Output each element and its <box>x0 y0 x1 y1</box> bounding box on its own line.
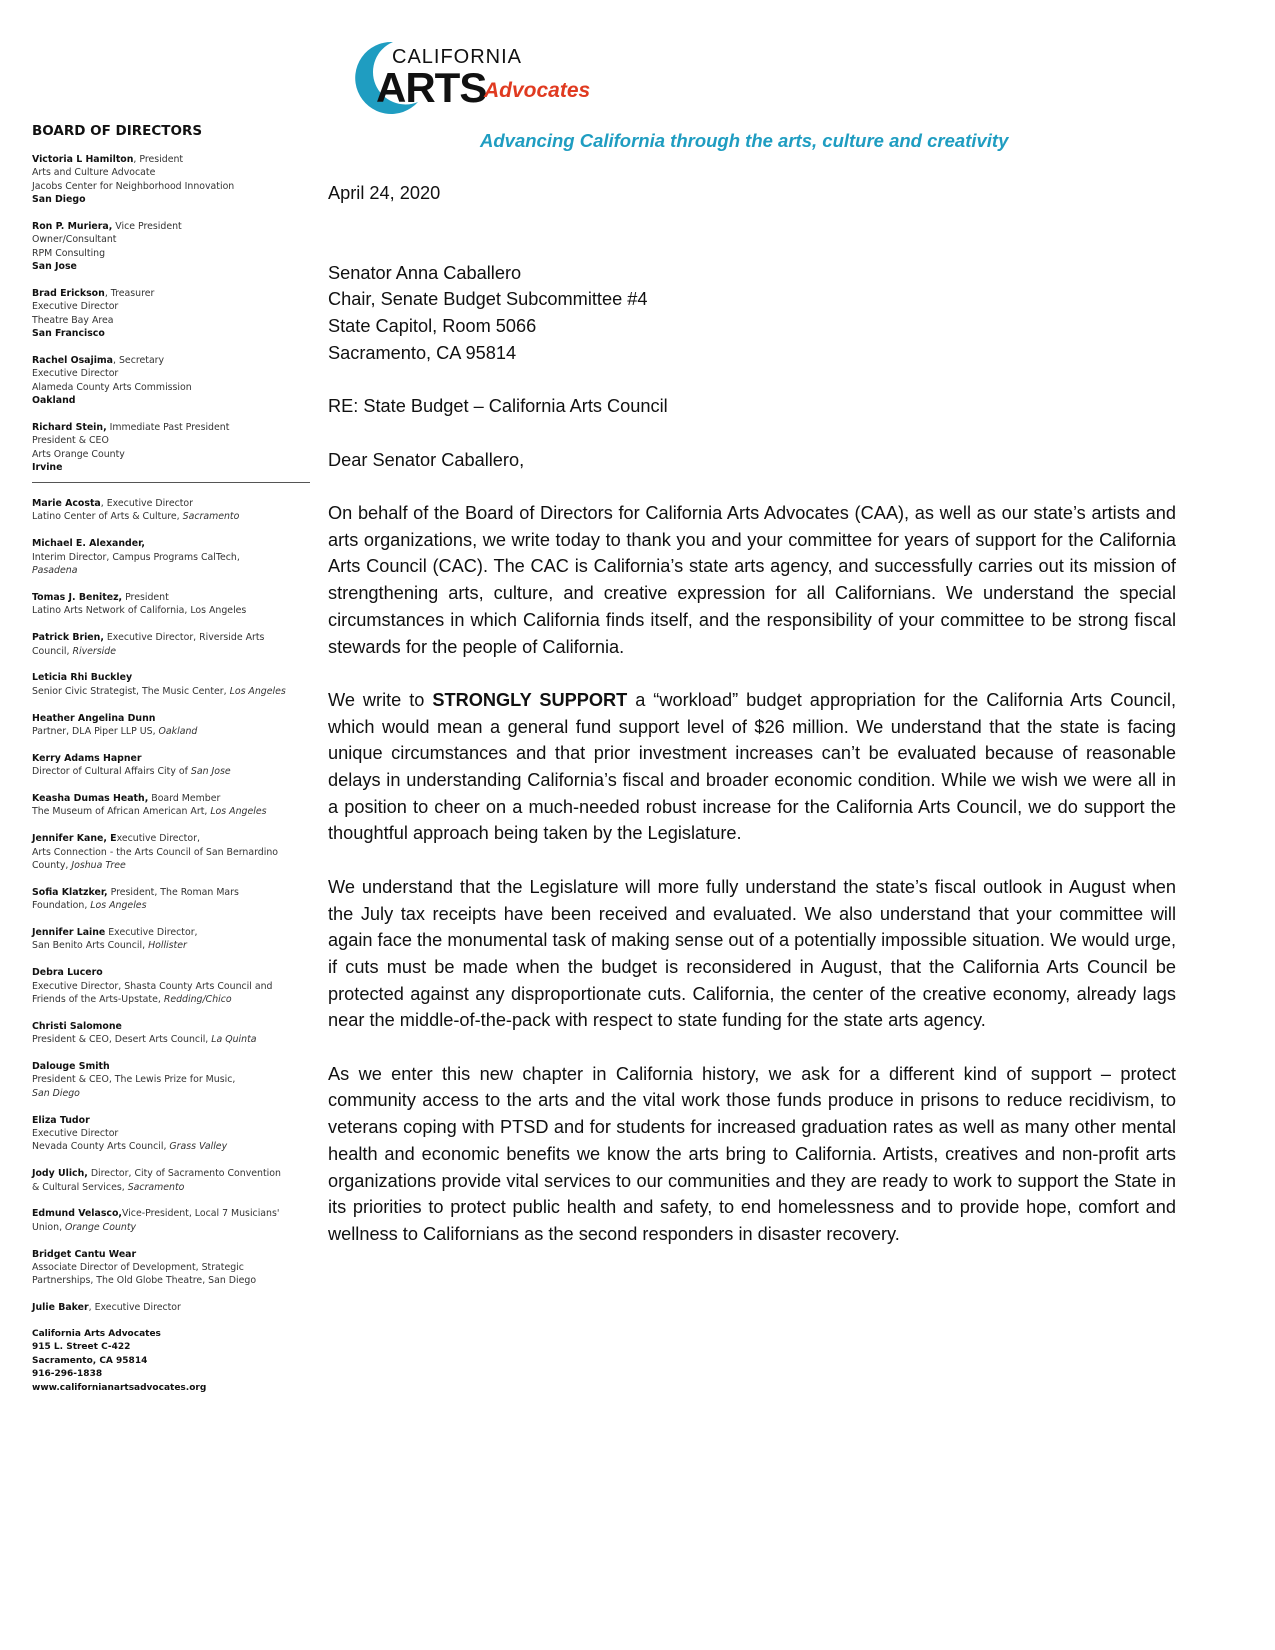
member-detail: Foundation, <box>32 900 91 912</box>
member-detail: Executive Director, Shasta County Arts Council and <box>32 980 273 992</box>
member-detail: Jacobs Center for Neighborhood Innovation <box>32 180 235 192</box>
footer-line: www.californianartsadvocates.org <box>32 1382 207 1393</box>
letter-date: April 24, 2020 <box>328 183 441 203</box>
member-detail: Arts and Culture Advocate <box>32 167 156 179</box>
board-member <box>32 1207 317 1234</box>
member-name: Debra Lucero <box>32 967 103 979</box>
board-member <box>32 153 317 207</box>
member-name: Richard Stein, <box>32 422 107 434</box>
member-detail: Latino Arts Network of California, Los Angeles <box>32 605 247 617</box>
address-line: Sacramento, CA 95814 <box>328 342 517 363</box>
member-name: Edmund Velasco, <box>32 1208 122 1220</box>
board-member <box>32 220 317 274</box>
letter-body <box>328 180 1176 1274</box>
member-detail: President & CEO, Desert Arts Council, <box>32 1034 212 1046</box>
member-detail: Sacramento <box>127 1181 185 1193</box>
board-member <box>32 287 317 341</box>
p2-text: a “workload” budget appropriation for the California Arts Council, which would mean a general fund support level of $26 million. We understand that the state is facing unique circumstances and that prior investment increases can’t be evaluated because of reasonable delays in understanding California’s fiscal and broader economic condition. While we wish we were all in a position to cheer on a much-needed robust increase for the California Arts Council, we do support the thoughtful approach being taken by the Legislature. <box>328 689 1177 844</box>
member-detail: Pasadena <box>32 565 78 577</box>
divider <box>32 482 310 483</box>
member-detail: Redding/Chico <box>163 993 232 1005</box>
footer-line: 916-296-1838 <box>32 1369 103 1380</box>
member-detail: San Jose <box>190 766 231 778</box>
footer-line: 915 L. Street C-422 <box>32 1342 131 1353</box>
paragraph-4: As we enter this new chapter in California history, we ask for a different kind of support – protect community access to the arts and the vital work those funds produce in prisons to reduce recidivism, to veterans coping with PTSD and for students for increased graduation rates as well as many other mental health and economic benefits we know the arts bring to California. Artists, creatives and non-profit arts organizations provide vital services to our communities and they are ready to work to support the State in its priorities to protect public health and safety, to end homelessness and to provide hope, comfort and wellness to Californians as the second responders in disaster recovery. <box>328 1063 1176 1244</box>
member-role: Executive Director, Riverside Arts <box>103 632 265 644</box>
member-detail: Senior Civic Strategist, The Music Center, <box>32 685 230 697</box>
board-member <box>32 631 317 658</box>
member-name: Brad Erickson <box>32 288 105 300</box>
member-name: Michael E. Alexander, <box>32 538 145 550</box>
member-role: Vice-President, Local 7 Musicians' <box>122 1208 280 1220</box>
member-detail: Council, <box>32 645 73 657</box>
member-detail: Arts Connection - the Arts Council of San Bernardino <box>32 846 279 858</box>
member-role: xecutive Director, <box>116 833 200 845</box>
member-detail: Associate Director of Development, Strategic <box>32 1261 244 1273</box>
board-member <box>32 671 317 698</box>
member-detail: Union, <box>32 1221 66 1233</box>
paragraph-3: We understand that the Legislature will more fully understand the state’s fiscal outlook in August when the July tax receipts have been received and evaluated. We also understand that your committee will again face the monumental task of making sense out of a potentially impossible situation. We would urge, if cuts must be made when the budget is reconsidered in August, that the California Arts Council be protected against any disproportionate cuts. California, the center of the creative economy, already lags near the middle-of-the-pack with respect to state funding for the state arts agency. <box>328 876 1176 1031</box>
members-list <box>32 497 317 1315</box>
member-detail: Friends of the Arts-Upstate, <box>32 993 164 1005</box>
member-role: Vice President <box>112 221 182 233</box>
board-member <box>32 1020 317 1047</box>
member-role: Executive Director, <box>105 926 198 938</box>
member-detail: The Museum of African American Art, <box>32 806 211 818</box>
board-member <box>32 537 317 577</box>
member-detail: Riverside <box>72 645 116 657</box>
board-heading: BOARD OF DIRECTORS <box>32 123 203 139</box>
member-detail: County, <box>32 859 72 871</box>
member-role: Immediate Past President <box>106 422 230 434</box>
board-member <box>32 792 317 819</box>
board-member <box>32 926 317 953</box>
officers-list <box>32 153 317 475</box>
member-name: Victoria L Hamilton <box>32 154 134 165</box>
member-role: President, The Roman Mars <box>107 886 239 898</box>
member-role: , Executive Director <box>100 498 194 510</box>
member-detail: La Quinta <box>211 1034 257 1046</box>
logo-advocates: Advocates <box>484 79 591 102</box>
logo-arts: ARTS <box>376 64 487 111</box>
member-name: Tomas J. Benitez, <box>32 591 123 603</box>
member-detail: Arts Orange County <box>32 448 125 460</box>
member-name: Keasha Dumas Heath, <box>32 792 149 804</box>
board-member <box>32 886 317 913</box>
member-name: Leticia Rhi Buckley <box>32 672 133 684</box>
member-detail: Executive Director <box>32 301 119 313</box>
member-detail: Joshua Tree <box>71 859 126 871</box>
member-name: Rachel Osajima <box>32 355 114 367</box>
member-detail: San Diego <box>32 194 86 206</box>
board-member <box>32 832 317 872</box>
member-detail: Owner/Consultant <box>32 234 117 246</box>
member-detail: Orange County <box>65 1221 137 1233</box>
member-detail: San Jose <box>32 261 77 273</box>
member-detail: Executive Director <box>32 1127 119 1139</box>
footer-line: Sacramento, CA 95814 <box>32 1355 148 1366</box>
member-role: Director, City of Sacramento Convention <box>87 1168 281 1180</box>
member-name: Patrick Brien, <box>32 632 104 644</box>
board-member <box>32 591 317 618</box>
member-name: Ron P. Muriera, <box>32 221 113 233</box>
member-detail: & Cultural Services, <box>32 1181 128 1193</box>
member-detail: Partner, DLA Piper LLP US, <box>32 725 159 737</box>
member-role: , Executive Director <box>88 1302 181 1314</box>
board-member <box>32 1060 317 1100</box>
footer-line: California Arts Advocates <box>32 1328 161 1339</box>
member-detail: Interim Director, Campus Programs CalTech, <box>32 551 240 563</box>
member-name: Dalouge Smith <box>32 1060 110 1072</box>
member-detail: Sacramento <box>182 511 240 523</box>
member-detail: Oakland <box>158 725 198 737</box>
subject-line: RE: State Budget – California Arts Council <box>328 396 668 417</box>
member-detail: San Francisco <box>32 328 105 340</box>
member-detail: Theatre Bay Area <box>32 314 114 326</box>
member-detail: Los Angeles <box>210 806 267 818</box>
member-name: Christi Salomone <box>32 1020 122 1032</box>
member-detail: President & CEO, The Lewis Prize for Music, <box>32 1074 236 1086</box>
member-role: , President <box>133 154 184 165</box>
organization-logo <box>318 20 618 132</box>
member-detail: Executive Director <box>32 368 119 380</box>
member-detail: President & CEO <box>32 435 109 447</box>
member-detail: Los Angeles <box>90 900 147 912</box>
member-role: , Secretary <box>113 355 165 367</box>
member-name: Jennifer Kane, E <box>32 833 117 845</box>
member-detail: Irvine <box>32 462 63 474</box>
paragraph-2 <box>328 687 1176 847</box>
member-name: Heather Angelina Dunn <box>32 712 156 724</box>
board-member <box>32 497 317 524</box>
member-detail: RPM Consulting <box>32 247 106 259</box>
board-member <box>32 354 317 408</box>
board-member <box>32 421 317 475</box>
member-detail: San Benito Arts Council, <box>32 940 149 952</box>
member-detail: Hollister <box>148 940 187 952</box>
recipient-address <box>328 260 1176 367</box>
address-line: State Capitol, Room 5066 <box>328 316 537 337</box>
member-name: Eliza Tudor <box>32 1114 90 1126</box>
member-name: Jody Ulich, <box>32 1168 88 1180</box>
member-detail: Alameda County Arts Commission <box>32 381 192 393</box>
member-detail: Director of Cultural Affairs City of <box>32 766 191 778</box>
board-member <box>32 1167 317 1194</box>
member-role: President <box>122 591 169 603</box>
member-detail: Oakland <box>32 395 76 407</box>
address-line: Chair, Senate Budget Subcommittee #4 <box>328 289 648 310</box>
member-detail: Los Angeles <box>229 685 286 697</box>
member-role: , Treasurer <box>104 288 155 300</box>
board-member <box>32 966 317 1006</box>
board-member <box>32 752 317 779</box>
logo-california: CALIFORNIA <box>392 46 523 68</box>
paragraph-1: On behalf of the Board of Directors for California Arts Advocates (CAA), as well as our state’s artists and arts organizations, we write today to thank you and your committee for years of support for the California Arts Council (CAC). The CAC is California’s state arts agency, and successfully carries out its mission of strengthening arts, culture, and creative expression for all Californians. We understand the special circumstances in which California finds itself, and the responsibility of your committee to be strong fiscal stewards for the people of California. <box>328 502 1176 657</box>
address-line: Senator Anna Caballero <box>328 262 522 283</box>
board-member <box>32 712 317 739</box>
member-role: Board Member <box>148 792 221 804</box>
p2-emphasis: STRONGLY SUPPORT <box>432 689 628 710</box>
org-contact-footer <box>32 1328 317 1395</box>
tagline: Advancing California through the arts, culture and creativity <box>480 130 1009 151</box>
member-name: Jennifer Laine <box>32 926 106 938</box>
salutation: Dear Senator Caballero, <box>328 449 525 470</box>
member-detail: Grass Valley <box>169 1141 228 1153</box>
p2-text: We write to <box>328 689 433 710</box>
board-member <box>32 1301 317 1314</box>
member-detail: San Diego <box>32 1087 80 1099</box>
board-member <box>32 1248 317 1288</box>
member-detail: Nevada County Arts Council, <box>32 1141 170 1153</box>
board-sidebar <box>32 122 317 1395</box>
member-name: Kerry Adams Hapner <box>32 752 142 764</box>
member-detail: Latino Center of Arts & Culture, <box>32 511 183 523</box>
member-name: Marie Acosta <box>32 498 101 510</box>
member-name: Sofia Klatzker, <box>32 886 108 898</box>
member-detail: Partnerships, The Old Globe Theatre, San Diego <box>32 1275 257 1287</box>
board-member <box>32 1114 317 1154</box>
member-name: Bridget Cantu Wear <box>32 1248 137 1260</box>
member-name: Julie Baker <box>32 1302 89 1314</box>
